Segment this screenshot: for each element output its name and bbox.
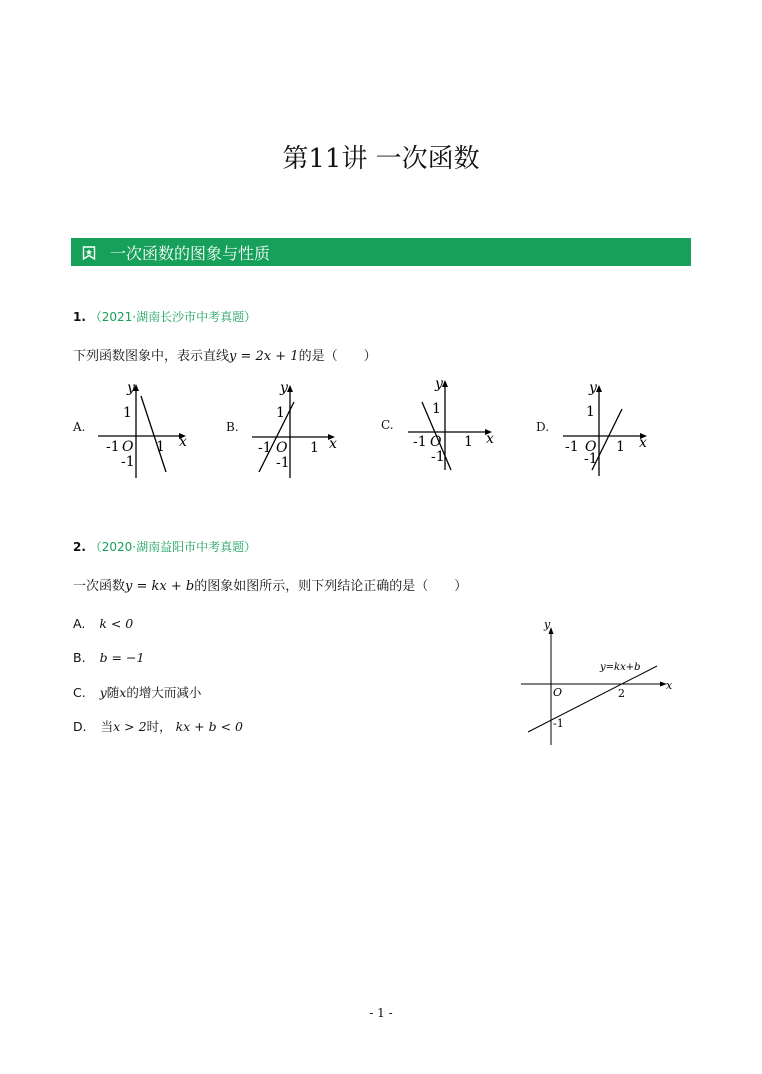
tick-label: 1 xyxy=(586,404,595,420)
stem-formula: y = 2x + 1 xyxy=(229,349,299,364)
question-source: （2021·湖南长沙市中考真题） xyxy=(89,310,257,324)
question-number: 1. xyxy=(73,310,86,324)
tick-label: 1 xyxy=(464,434,473,450)
origin-label: O xyxy=(430,434,442,450)
q2-option-c xyxy=(73,683,201,701)
x-intercept-label: 2 xyxy=(618,687,625,700)
option-label: C. xyxy=(73,685,86,700)
y-axis-label: y xyxy=(544,618,551,631)
question-2-header xyxy=(73,538,256,555)
stem-text: 的是（ ） xyxy=(298,349,377,364)
tick-label: 1 xyxy=(156,439,165,455)
y-axis-label: y xyxy=(589,380,597,396)
graph-a xyxy=(98,380,187,478)
tick-label: -1 xyxy=(413,434,427,450)
tick-label: -1 xyxy=(431,449,445,465)
tick-label: 1 xyxy=(276,405,285,421)
option-text: 随 xyxy=(106,685,120,700)
x-axis-label: x xyxy=(666,679,673,692)
graph-b xyxy=(252,380,337,478)
tick-label: -1 xyxy=(121,454,135,470)
section-title: 一次函数的图象与性质 xyxy=(110,243,271,263)
option-text: 时， xyxy=(146,719,172,734)
q2-option-b xyxy=(73,650,144,665)
option-formula: kx + b < 0 xyxy=(175,719,243,734)
x-axis-label: x xyxy=(179,434,187,450)
tick-label: -1 xyxy=(565,439,579,455)
origin-label: O xyxy=(585,439,597,455)
q2-option-a xyxy=(73,616,133,631)
option-label-b: B. xyxy=(226,420,239,434)
tick-label: -1 xyxy=(276,455,290,471)
q2-option-d xyxy=(73,717,243,735)
option-label: D. xyxy=(73,719,87,734)
option-label-d: D. xyxy=(536,420,550,434)
tick-label: -1 xyxy=(584,451,598,467)
x-axis-label: x xyxy=(329,436,337,452)
tick-label: 1 xyxy=(310,440,319,456)
option-label-a: A. xyxy=(73,420,86,434)
option-label: B. xyxy=(73,650,86,665)
tick-label: -1 xyxy=(106,439,120,455)
stem-text: 一次函数 xyxy=(73,579,126,594)
tick-label: 1 xyxy=(616,439,625,455)
x-axis-label: x xyxy=(486,431,494,447)
line-label: y=kx+b xyxy=(600,662,641,673)
option-text: 当 xyxy=(100,719,114,734)
tick-label: 1 xyxy=(432,401,441,417)
question-2-stem xyxy=(73,575,467,594)
option-text: 的增大而减小 xyxy=(126,685,202,700)
stem-formula: y = kx + b xyxy=(125,579,195,594)
x-axis-label: x xyxy=(639,435,647,451)
option-formula: k < 0 xyxy=(99,616,134,631)
origin-label: O xyxy=(276,440,288,456)
page-number: - 1 - xyxy=(369,1006,393,1020)
question-number: 2. xyxy=(73,540,86,554)
y-axis-label: y xyxy=(435,376,443,392)
page-title: 第11讲 一次函数 xyxy=(282,144,480,174)
tick-label: 1 xyxy=(123,405,132,421)
graph-c xyxy=(408,376,494,470)
y-intercept-label: -1 xyxy=(553,717,564,730)
origin-label: O xyxy=(553,686,563,699)
question-source: （2020·湖南益阳市中考真题） xyxy=(89,540,257,554)
option-formula: x xyxy=(119,685,127,700)
q2-graph xyxy=(521,618,673,745)
option-label-c: C. xyxy=(381,418,394,432)
stem-text: 的图象如图所示，则下列结论正确的是（ ） xyxy=(194,579,468,594)
option-label: A. xyxy=(73,616,86,631)
option-formula: y xyxy=(99,685,107,700)
y-axis-label: y xyxy=(280,380,288,396)
graph-d xyxy=(563,380,647,476)
option-formula: b = −1 xyxy=(99,650,145,665)
stem-text: 下列函数图象中，表示直线 xyxy=(73,349,230,364)
tick-label: -1 xyxy=(258,440,272,456)
option-formula: x > 2 xyxy=(113,719,147,734)
y-axis-label: y xyxy=(127,380,135,396)
origin-label: O xyxy=(122,439,134,455)
